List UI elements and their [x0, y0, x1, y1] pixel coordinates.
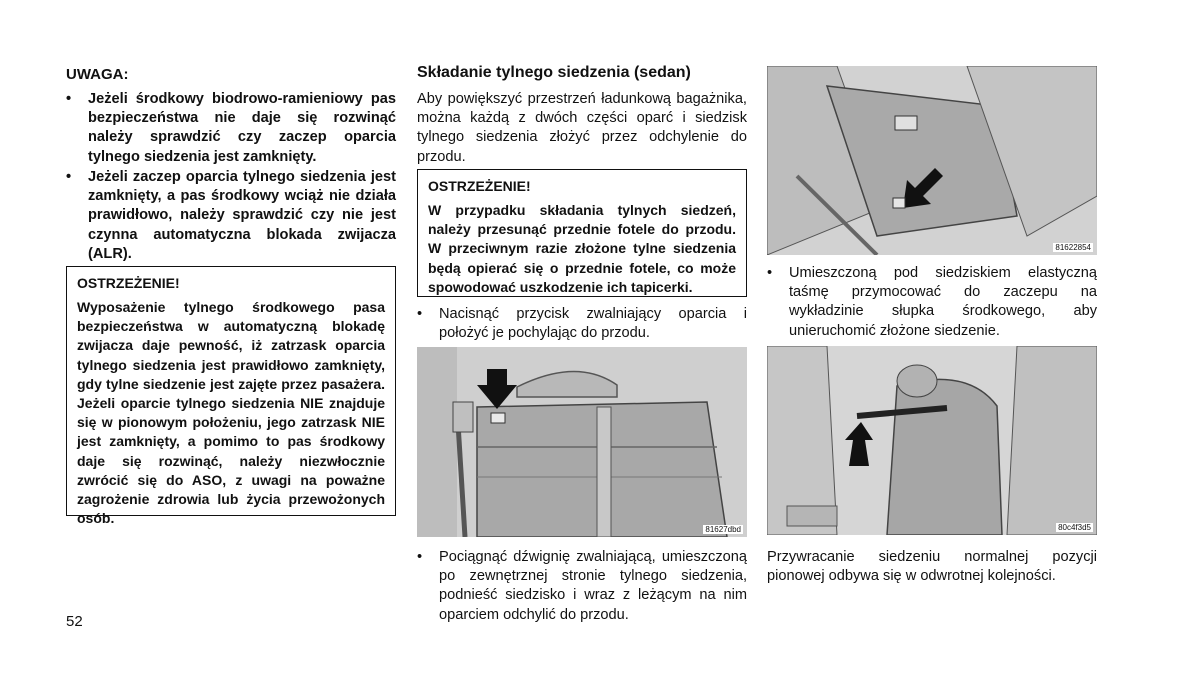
list-item — [66, 168, 396, 264]
list-item — [417, 305, 747, 343]
rear-seat-backrest-photo — [417, 347, 747, 537]
section-heading: Składanie tylnego siedzenia (sedan) — [417, 64, 691, 81]
list-item — [417, 548, 747, 625]
middle-warning-box — [417, 169, 747, 297]
middle-bullet-1-text: Nacisnąć przycisk zwalniający oparcia i położyć je pochylając do przodu. — [439, 306, 747, 342]
folded-seat-illustration — [767, 346, 1097, 535]
closing-paragraph: Przywracanie siedzeniu normalnej pozycji pionowej odbywa się w odwrotnej kolejności. — [767, 549, 1097, 585]
bullet-dot: • — [66, 91, 72, 107]
image-code: 80c4f3d5 — [1058, 523, 1091, 532]
folded-seat-lever-photo — [767, 346, 1097, 535]
warning-text: Wyposażenie tylnego środkowego pasa bezpieczeństwa w automatyczną blokadę zwijacza daje pewność, iż zatrzask oparcia tylnego siedzenia jest prawidłowo zamknięty, gdy tylne siedzenie jest zajęte przez pasażera. Jeżeli oparcie tylnego siedzenia NIE znajduje się w pionowym położeniu, jego zatrzask NIE jest zamknięty, a pomimo to pas środkowy daje się rozwinąć, należy niezwłocznie zwrócić się do ASO, z uwagi na poważne zagrożenie zdrowia lub życia przewożonych osób. — [77, 299, 385, 527]
left-warning-box — [66, 266, 396, 527]
warning-title: OSTRZEŻENIE! — [77, 275, 180, 291]
bullet-dot: • — [417, 549, 423, 565]
right-bullet-text: Umieszczoną pod siedziskiem elastyczną taśmę przymocować do zaczepu na wykładzinie słupka środkowego, aby unieruchomić złożone siedzenie. — [789, 265, 1097, 339]
bullet-dot: • — [66, 169, 72, 185]
left-bullet-1-text: Jeżeli środkowy biodrowo-ramieniowy pas bezpieczeństwa nie daje się rozwinąć należy sprawdzić czy zaczep oparcia tylnego siedzenia jest zamknięty. — [88, 91, 396, 165]
intro-paragraph: Aby powiększyć przestrzeń ładunkową bagażnika, można każdą z dwóch części oparć i siedzisk tylnego siedzenia złożyć przez odchylenie do przodu. — [417, 91, 747, 165]
image-code: 81622854 — [1055, 243, 1091, 252]
left-bullet-2-text: Jeżeli zaczep oparcia tylnego siedzenia jest zamknięty, a pas środkowy wciąż nie działa prawidłowo, należy sprawdzić czy nie jest czynna automatyczna blokada zwijacza (ALR). — [88, 169, 396, 262]
rear-seat-illustration — [417, 347, 747, 537]
page-number: 52 — [66, 613, 83, 630]
seat-underside-strap-photo — [767, 66, 1097, 255]
seat-underside-illustration — [767, 66, 1097, 255]
list-item — [767, 264, 1097, 341]
warning-title: OSTRZEŻENIE! — [428, 178, 531, 194]
uwaga-heading: UWAGA: — [66, 66, 129, 83]
warning-text: W przypadku składania tylnych siedzeń, należy przesunąć przednie fotele do przodu. W przeciwnym razie złożone tylne siedzenia będą opierać się o przednie fotele, co może spowodować uszkodzenie ich tapicerki. — [428, 202, 736, 295]
list-item — [66, 90, 396, 167]
bullet-dot: • — [417, 306, 423, 322]
middle-bullet-2-text: Pociągnąć dźwignię zwalniającą, umieszczoną po zewnętrznej stronie tylnego siedzenia, podnieść siedzisko i wraz z leżącym na nim oparciem odchylić do przodu. — [439, 549, 747, 623]
bullet-dot: • — [767, 265, 773, 281]
image-code: 81627dbd — [705, 525, 741, 534]
